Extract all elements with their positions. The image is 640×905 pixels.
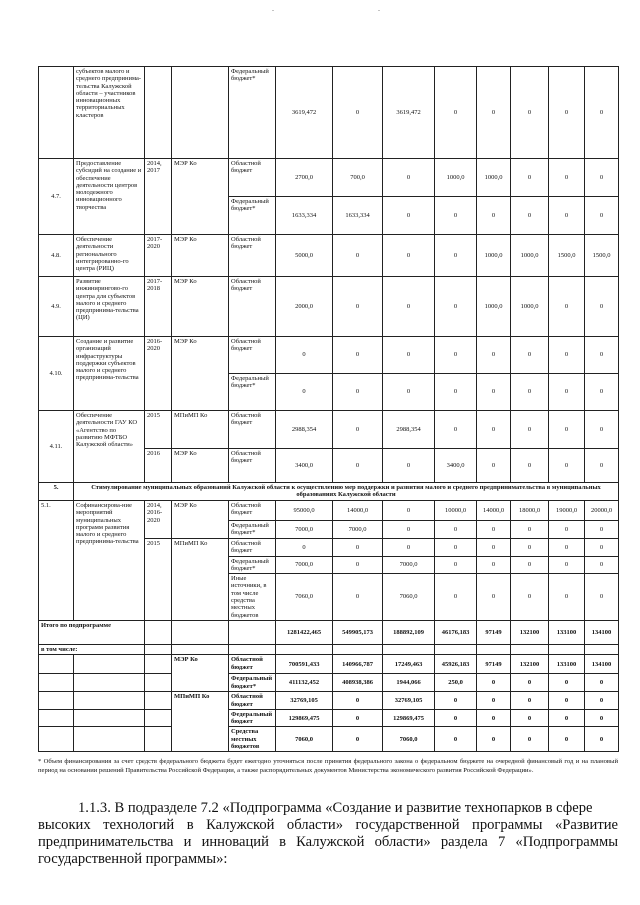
section-number: 5. xyxy=(39,483,74,501)
source-cell: Областной бюджет xyxy=(229,159,276,197)
empty-cell xyxy=(145,709,172,727)
amount-cell: 2000,0 xyxy=(276,277,333,337)
amount-cell: 408938,386 xyxy=(333,674,383,692)
empty-cell xyxy=(172,620,229,644)
amount-cell: 0 xyxy=(585,159,619,197)
amount-cell: 0 xyxy=(477,556,511,574)
amount-cell: 0 xyxy=(435,197,477,235)
empty-cell xyxy=(511,644,549,654)
source-cell: Федеральный бюджет* xyxy=(229,556,276,574)
empty-cell xyxy=(74,692,145,710)
source-cell: Средства местных бюджетов xyxy=(229,727,276,752)
amount-cell: 0 xyxy=(477,692,511,710)
amount-cell: 0 xyxy=(549,692,585,710)
measure-years: 2016-2020 xyxy=(145,337,172,411)
measure-years: 2014, 2017 xyxy=(145,159,172,235)
amount-cell: 7000,0 xyxy=(383,556,435,574)
amount-cell: 0 xyxy=(585,337,619,374)
amount-cell: 0 xyxy=(477,337,511,374)
amount-cell: 0 xyxy=(477,674,511,692)
amount-cell: 5000,0 xyxy=(276,235,333,277)
source-cell: Федеральный бюджет* xyxy=(229,521,276,539)
amount-cell: 0 xyxy=(549,197,585,235)
amount-cell: 0 xyxy=(333,449,383,483)
incl-label: в том числе: xyxy=(39,644,145,654)
amount-cell: 0 xyxy=(435,521,477,539)
amount-cell: 133100 xyxy=(549,620,585,644)
source-cell: Областной бюджет xyxy=(229,501,276,521)
amount-cell: 2988,354 xyxy=(276,411,333,449)
amount-cell: 0 xyxy=(435,235,477,277)
amount-cell: 7000,0 xyxy=(276,521,333,539)
scan-mark: . xyxy=(378,4,380,13)
amount-cell: 0 xyxy=(511,727,549,752)
amount-cell: 0 xyxy=(383,449,435,483)
amount-cell: 95000,0 xyxy=(276,501,333,521)
measure-years xyxy=(145,67,172,159)
amount-cell: 0 xyxy=(511,197,549,235)
measure-description: Развитие инжинирингово-го центра для субъектов малого и среднего предпринима-тельства (ЦИ) xyxy=(74,277,145,337)
empty-cell xyxy=(74,709,145,727)
executor-row xyxy=(39,692,619,710)
amount-cell: 700,0 xyxy=(333,159,383,197)
empty-cell xyxy=(383,644,435,654)
measure-years: 2015 xyxy=(145,411,172,449)
empty-cell xyxy=(74,727,145,752)
amount-cell: 0 xyxy=(511,411,549,449)
measure-number: 4.7. xyxy=(39,159,74,235)
amount-cell: 32769,105 xyxy=(383,692,435,710)
amount-cell: 7060,0 xyxy=(383,574,435,621)
amount-cell: 3400,0 xyxy=(276,449,333,483)
amount-cell: 0 xyxy=(383,501,435,521)
incl-row xyxy=(39,644,619,654)
amount-cell: 0 xyxy=(585,521,619,539)
amount-cell: 0 xyxy=(435,692,477,710)
source-cell: Федеральный бюджет* xyxy=(229,374,276,411)
amount-cell: 1000,0 xyxy=(477,235,511,277)
amount-cell: 132100 xyxy=(511,655,549,674)
measure-years: 2014, 2016-2020 xyxy=(145,501,172,539)
amount-cell: 7060,0 xyxy=(276,727,333,752)
total-label: Итого по подпрограмме xyxy=(39,620,145,644)
measure-description: Обеспечение деятельности ГАУ КО «Агентство по развитию МФТБО Калужской области» xyxy=(74,411,145,483)
amount-cell: 0 xyxy=(549,374,585,411)
amount-cell: 0 xyxy=(435,574,477,621)
amount-cell: 18000,0 xyxy=(511,501,549,521)
amount-cell: 97149 xyxy=(477,655,511,674)
amount-cell: 0 xyxy=(383,374,435,411)
amount-cell: 0 xyxy=(435,539,477,557)
amount-cell: 0 xyxy=(333,574,383,621)
amount-cell: 0 xyxy=(511,574,549,621)
amount-cell: 1281422,465 xyxy=(276,620,333,644)
paragraph-first-line: 1.1.3. В подразделе 7.2 «Подпрограмма «Создание и развитие технопарков в сфере xyxy=(78,800,593,816)
amount-cell: 19000,0 xyxy=(549,501,585,521)
source-cell: Областной бюджет xyxy=(229,449,276,483)
measure-row xyxy=(39,235,619,277)
measure-description: Софинансирова-ние мероприятий муниципальных программ развития малого и среднего предпринима-тельства xyxy=(74,501,145,621)
amount-cell: 0 xyxy=(276,337,333,374)
amount-cell: 0 xyxy=(333,67,383,159)
amount-cell: 132100 xyxy=(511,620,549,644)
measure-row xyxy=(39,67,619,159)
amount-cell: 1500,0 xyxy=(549,235,585,277)
amount-cell: 134100 xyxy=(585,655,619,674)
amount-cell: 97149 xyxy=(477,620,511,644)
amount-cell: 0 xyxy=(477,197,511,235)
amount-cell: 0 xyxy=(585,449,619,483)
amount-cell: 0 xyxy=(383,539,435,557)
amount-cell: 0 xyxy=(511,556,549,574)
amount-cell: 0 xyxy=(477,574,511,621)
amount-cell: 0 xyxy=(477,521,511,539)
measure-row xyxy=(39,277,619,337)
empty-cell xyxy=(145,655,172,674)
amount-cell: 140966,787 xyxy=(333,655,383,674)
measure-description: Обеспечение деятельности регионального интегрированно-го центра (РИЦ) xyxy=(74,235,145,277)
amount-cell: 10000,0 xyxy=(435,501,477,521)
measure-description: субъектов малого и среднего предпринима-тельства Калужской области – участников инновационных территориальных кластеров xyxy=(74,67,145,159)
empty-cell xyxy=(74,674,145,692)
amount-cell: 0 xyxy=(435,709,477,727)
measure-row xyxy=(39,159,619,197)
amount-cell: 1944,066 xyxy=(383,674,435,692)
amount-cell: 0 xyxy=(549,159,585,197)
amount-cell: 7000,0 xyxy=(276,556,333,574)
empty-cell xyxy=(39,709,74,727)
amount-cell: 0 xyxy=(511,674,549,692)
amount-cell: 0 xyxy=(477,539,511,557)
amount-cell: 0 xyxy=(585,692,619,710)
amount-cell: 1633,334 xyxy=(276,197,333,235)
amount-cell: 0 xyxy=(585,727,619,752)
amount-cell: 0 xyxy=(511,521,549,539)
amount-cell: 0 xyxy=(549,277,585,337)
source-cell: Областной бюджет xyxy=(229,411,276,449)
amount-cell: 0 xyxy=(549,411,585,449)
section-title: Стимулирование муниципальных образований Калужской области к осуществлению мер поддержки и развития малого и среднего предпринимательства в муниципальных образованиях Калужской области xyxy=(74,483,619,501)
amount-cell: 0 xyxy=(585,411,619,449)
amount-cell: 0 xyxy=(333,709,383,727)
amount-cell: 46176,183 xyxy=(435,620,477,644)
source-cell: Областной бюджет xyxy=(229,277,276,337)
measure-row xyxy=(39,501,619,521)
amount-cell: 0 xyxy=(435,411,477,449)
empty-cell xyxy=(39,727,74,752)
empty-cell xyxy=(145,620,172,644)
amount-cell: 0 xyxy=(511,337,549,374)
amount-cell: 0 xyxy=(549,574,585,621)
amount-cell: 0 xyxy=(511,449,549,483)
executor-row xyxy=(39,727,619,752)
amount-cell: 0 xyxy=(477,449,511,483)
amount-cell: 7000,0 xyxy=(333,521,383,539)
amount-cell: 0 xyxy=(383,337,435,374)
amount-cell: 0 xyxy=(585,539,619,557)
amount-cell: 3400,0 xyxy=(435,449,477,483)
amount-cell: 0 xyxy=(585,197,619,235)
measure-executor: МПиМП Ко xyxy=(172,411,229,449)
amount-cell: 0 xyxy=(549,539,585,557)
source-cell: Иные источники, в том числе средства местных бюджетов xyxy=(229,574,276,621)
measure-executor: МЭР Ко xyxy=(172,337,229,411)
amount-cell: 0 xyxy=(383,159,435,197)
measure-years: 2017-2018 xyxy=(145,277,172,337)
amount-cell: 0 xyxy=(585,574,619,621)
amount-cell: 0 xyxy=(477,709,511,727)
amount-cell: 1000,0 xyxy=(477,159,511,197)
amount-cell: 0 xyxy=(435,277,477,337)
amount-cell: 0 xyxy=(549,556,585,574)
executor-row xyxy=(39,709,619,727)
measure-executor: МЭР Ко xyxy=(172,159,229,235)
measure-number: 4.10. xyxy=(39,337,74,411)
empty-cell xyxy=(585,644,619,654)
measure-years: 2017-2020 xyxy=(145,235,172,277)
amount-cell: 0 xyxy=(511,159,549,197)
amount-cell: 0 xyxy=(549,727,585,752)
amount-cell: 0 xyxy=(333,277,383,337)
measure-executor: МЭР Ко xyxy=(172,501,229,539)
empty-cell xyxy=(145,674,172,692)
amount-cell: 188892,109 xyxy=(383,620,435,644)
amount-cell: 2988,354 xyxy=(383,411,435,449)
measure-years: 2016 xyxy=(145,449,172,483)
executor-row xyxy=(39,674,619,692)
source-cell: Областной бюджет xyxy=(229,235,276,277)
total-row xyxy=(39,620,619,644)
source-cell: Федеральный бюджет xyxy=(229,709,276,727)
empty-cell xyxy=(74,655,145,674)
amount-cell: 14000,0 xyxy=(477,501,511,521)
amount-cell: 0 xyxy=(585,556,619,574)
empty-cell xyxy=(477,644,511,654)
amount-cell: 0 xyxy=(511,709,549,727)
amount-cell: 0 xyxy=(477,374,511,411)
amount-cell: 20000,0 xyxy=(585,501,619,521)
empty-cell xyxy=(145,727,172,752)
amount-cell: 7060,0 xyxy=(276,574,333,621)
source-cell: Областной бюджет xyxy=(229,539,276,557)
amount-cell: 0 xyxy=(383,521,435,539)
empty-cell xyxy=(549,644,585,654)
amount-cell: 411132,452 xyxy=(276,674,333,692)
footnote: * Объем финансирования за счет средств федерального бюджета будет ежегодно уточняться после принятия федерального закона о федеральном бюджете на очередной финансовый год и на плановый период на основании решений Правительства Российской Федерации, а также распорядительных документов Министерства экономического развития Российской Федерации». xyxy=(38,758,618,774)
section-row xyxy=(39,483,619,501)
amount-cell: 0 xyxy=(511,692,549,710)
amount-cell: 0 xyxy=(477,411,511,449)
measure-executor: МЭР Ко xyxy=(172,277,229,337)
amount-cell: 32769,105 xyxy=(276,692,333,710)
source-cell: Федеральный бюджет* xyxy=(229,197,276,235)
measure-number: 4.11. xyxy=(39,411,74,483)
measure-number xyxy=(39,67,74,159)
empty-cell xyxy=(276,644,333,654)
amount-cell: 0 xyxy=(435,727,477,752)
amount-cell: 0 xyxy=(435,67,477,159)
amount-cell: 1000,0 xyxy=(511,277,549,337)
amount-cell: 0 xyxy=(333,337,383,374)
amount-cell: 0 xyxy=(333,556,383,574)
empty-cell xyxy=(435,644,477,654)
amount-cell: 0 xyxy=(549,337,585,374)
measure-description: Создание и развитие организаций инфраструктуры поддержки субъектов малого и среднего предпринима-тельства xyxy=(74,337,145,411)
measure-years: 2015 xyxy=(145,539,172,621)
measure-row xyxy=(39,411,619,449)
amount-cell: 0 xyxy=(435,556,477,574)
amount-cell: 0 xyxy=(333,692,383,710)
measure-executor: МЭР Ко xyxy=(172,449,229,483)
measure-number: 4.9. xyxy=(39,277,74,337)
amount-cell: 0 xyxy=(549,67,585,159)
amount-cell: 134100 xyxy=(585,620,619,644)
amount-cell: 0 xyxy=(276,539,333,557)
source-cell: Федеральный бюджет* xyxy=(229,67,276,159)
amount-cell: 0 xyxy=(383,197,435,235)
amount-cell: 0 xyxy=(511,539,549,557)
amount-cell: 0 xyxy=(333,235,383,277)
source-cell: Областной бюджет xyxy=(229,692,276,710)
empty-cell xyxy=(229,644,276,654)
measure-row xyxy=(39,337,619,374)
amount-cell: 7060,0 xyxy=(383,727,435,752)
amount-cell: 3619,472 xyxy=(276,67,333,159)
amount-cell: 0 xyxy=(585,374,619,411)
amount-cell: 133100 xyxy=(549,655,585,674)
amount-cell: 0 xyxy=(276,374,333,411)
empty-cell xyxy=(39,674,74,692)
amount-cell: 0 xyxy=(435,337,477,374)
amount-cell: 17249,463 xyxy=(383,655,435,674)
empty-cell xyxy=(172,644,229,654)
amount-cell: 0 xyxy=(511,67,549,159)
source-cell: Областной бюджет xyxy=(229,655,276,674)
executor-name: МЭР Ко xyxy=(172,655,229,692)
amount-cell: 0 xyxy=(333,411,383,449)
amount-cell: 0 xyxy=(477,67,511,159)
amount-cell: 0 xyxy=(549,709,585,727)
empty-cell xyxy=(145,644,172,654)
amount-cell: 0 xyxy=(435,374,477,411)
amount-cell: 0 xyxy=(585,277,619,337)
measure-number: 4.8. xyxy=(39,235,74,277)
amount-cell: 1000,0 xyxy=(511,235,549,277)
amount-cell: 1633,334 xyxy=(333,197,383,235)
amount-cell: 700591,433 xyxy=(276,655,333,674)
paragraph-rest: высоких технологий в Калужской области» государственной программы «Развитие предпринимательства и инноваций в Калужской области» раздела 7 «Подпрограммы государственной программы»: xyxy=(38,817,618,867)
empty-cell xyxy=(145,692,172,710)
amount-cell: 0 xyxy=(383,235,435,277)
amount-cell: 549905,173 xyxy=(333,620,383,644)
executor-row xyxy=(39,655,619,674)
executor-name: МПиМП Ко xyxy=(172,692,229,752)
amount-cell: 3619,472 xyxy=(383,67,435,159)
amount-cell: 0 xyxy=(333,374,383,411)
amount-cell: 0 xyxy=(477,727,511,752)
empty-cell xyxy=(229,620,276,644)
measure-executor: МЭР Ко xyxy=(172,235,229,277)
amount-cell: 1000,0 xyxy=(435,159,477,197)
measure-description: Предоставление субсидий на создание и обеспечение деятельности центров молодежного инновационного творчества xyxy=(74,159,145,235)
amount-cell: 129869,475 xyxy=(383,709,435,727)
financing-table xyxy=(38,66,619,752)
amount-cell: 0 xyxy=(585,709,619,727)
empty-cell xyxy=(39,692,74,710)
amount-cell: 0 xyxy=(549,521,585,539)
amount-cell: 14000,0 xyxy=(333,501,383,521)
amount-cell: 0 xyxy=(585,674,619,692)
amendment-paragraph xyxy=(38,800,618,868)
amount-cell: 45926,183 xyxy=(435,655,477,674)
amount-cell: 1000,0 xyxy=(477,277,511,337)
scan-mark: . xyxy=(272,4,274,13)
amount-cell: 129869,475 xyxy=(276,709,333,727)
measure-executor: МПиМП Ко xyxy=(172,539,229,621)
amount-cell: 0 xyxy=(549,674,585,692)
measure-executor xyxy=(172,67,229,159)
amount-cell: 0 xyxy=(549,449,585,483)
empty-cell xyxy=(333,644,383,654)
measure-number: 5.1. xyxy=(39,501,74,621)
amount-cell: 0 xyxy=(333,727,383,752)
empty-cell xyxy=(39,655,74,674)
source-cell: Федеральный бюджет* xyxy=(229,674,276,692)
amount-cell: 2700,0 xyxy=(276,159,333,197)
amount-cell: 1500,0 xyxy=(585,235,619,277)
amount-cell: 0 xyxy=(333,539,383,557)
amount-cell: 0 xyxy=(383,277,435,337)
amount-cell: 250,0 xyxy=(435,674,477,692)
amount-cell: 0 xyxy=(511,374,549,411)
source-cell: Областной бюджет xyxy=(229,337,276,374)
amount-cell: 0 xyxy=(585,67,619,159)
